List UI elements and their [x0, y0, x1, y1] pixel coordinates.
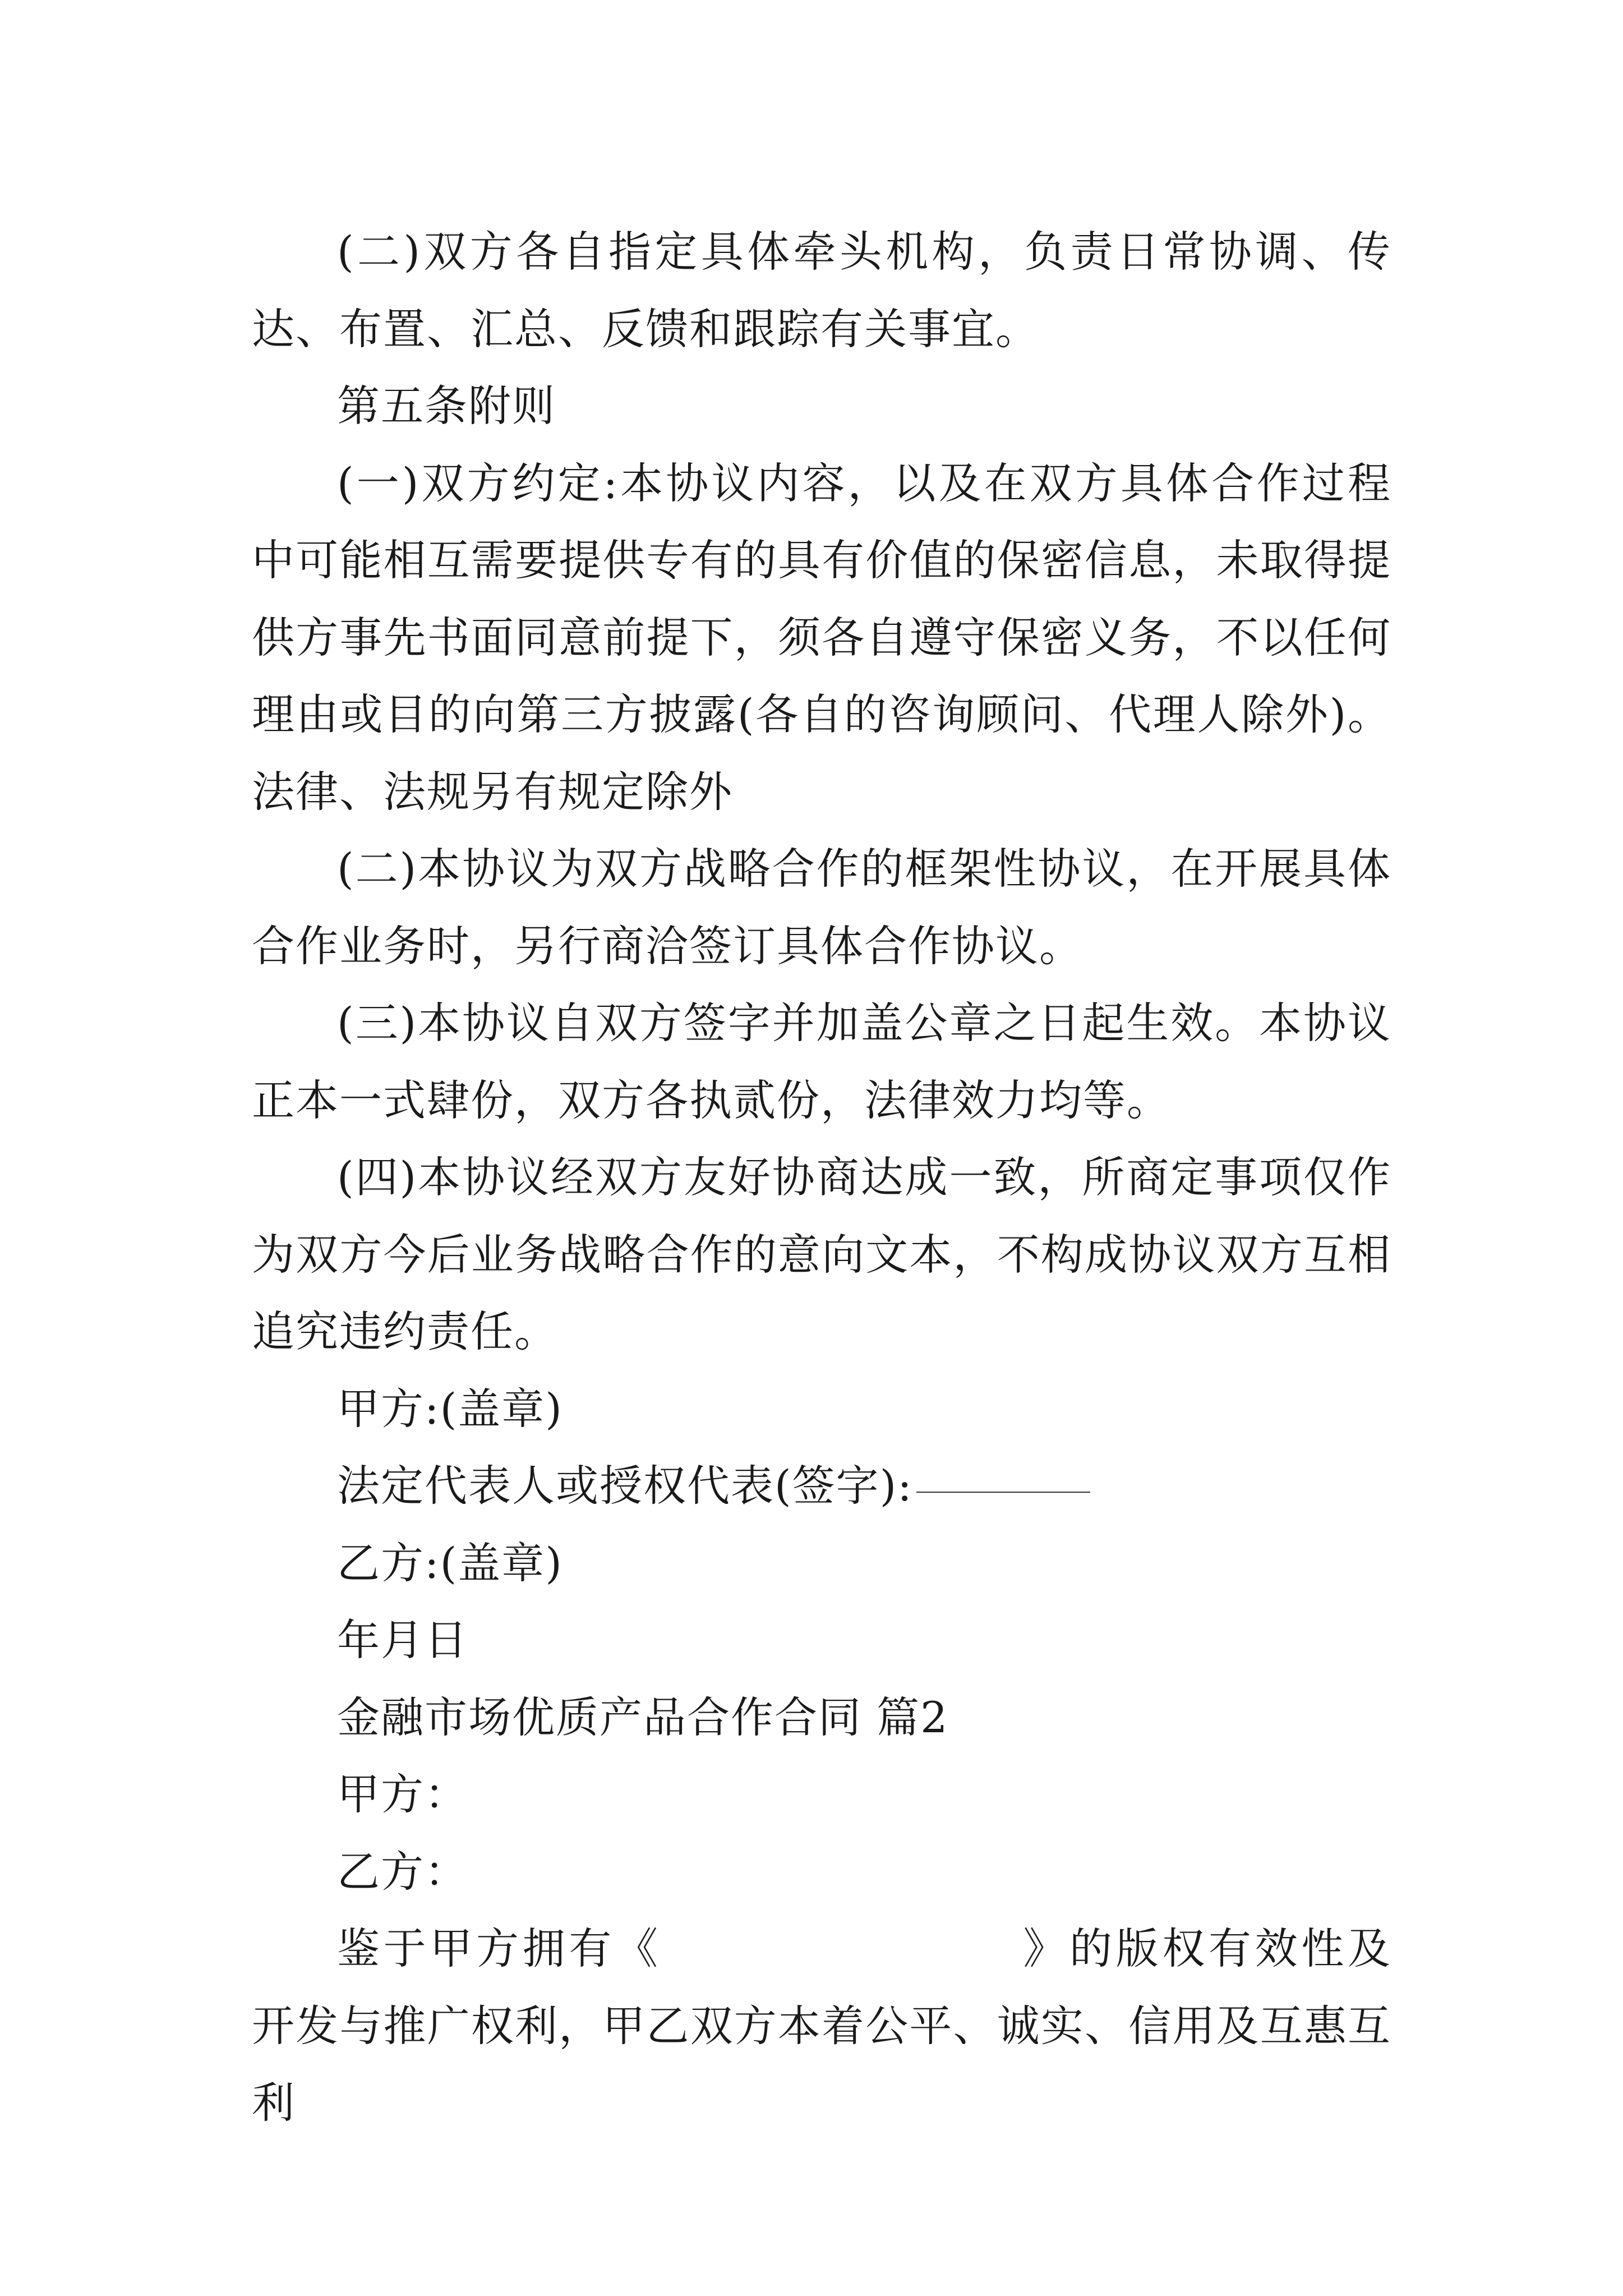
signature-blank — [916, 1490, 1090, 1493]
article-5-heading: 第五条附则 — [337, 381, 556, 431]
section-2-title: 金融市场优质产品合作合同 篇2 — [337, 1692, 949, 1742]
clause-framework-paragraph: (二)本协议为双方战略合作的框架性协议，在开展具体合作业务时，另行商洽签订具体合作协议。 — [252, 844, 1391, 971]
representative-signature-line — [252, 1447, 1391, 1525]
document-body — [252, 213, 1391, 2142]
clause-2-paragraph: (二)双方各自指定具体牵头机构，负责日常协调、传达、布置、汇总、反馈和跟踪有关事宜。 — [252, 227, 1391, 354]
clause-confidentiality-paragraph: (一)双方约定:本协议内容，以及在双方具体合作过程中可能相互需要提供专有的具有价值的保密信息，未取得提供方事先书面同意前提下，须各自遵守保密义务，不以任何理由或目的向第三方披露(各自的咨询顾问、代理人除外)。法律、法规另有规定除外 — [252, 458, 1391, 817]
recital-start: 鉴于甲方拥有《 — [337, 1924, 662, 1973]
date-line: 年月日 — [337, 1615, 468, 1665]
clause-effective-paragraph: (三)本协议自双方签字并加盖公章之日起生效。本协议正本一式肆份，双方各执贰份，法律效力均等。 — [252, 998, 1391, 1125]
section-2-party-b: 乙方： — [337, 1846, 468, 1897]
representative-label: 法定代表人或授权代表(签字): — [337, 1461, 913, 1511]
recital-rest: 》的版权有效性及开发与推广权利，甲乙双方本着公平、诚实、信用及互惠互利 — [252, 1924, 1392, 2128]
clause-intent-paragraph: (四)本协议经双方友好协商达成一致，所商定事项仅作为双方今后业务战略合作的意向文本，不构成协议双方互相追究违约责任。 — [252, 1152, 1391, 1356]
section-2-recital-paragraph — [252, 1910, 1391, 2142]
party-a-seal-line: 甲方:(盖章) — [337, 1383, 563, 1434]
section-2-party-a: 甲方： — [337, 1769, 468, 1819]
party-b-seal-line: 乙方:(盖章) — [337, 1538, 563, 1588]
